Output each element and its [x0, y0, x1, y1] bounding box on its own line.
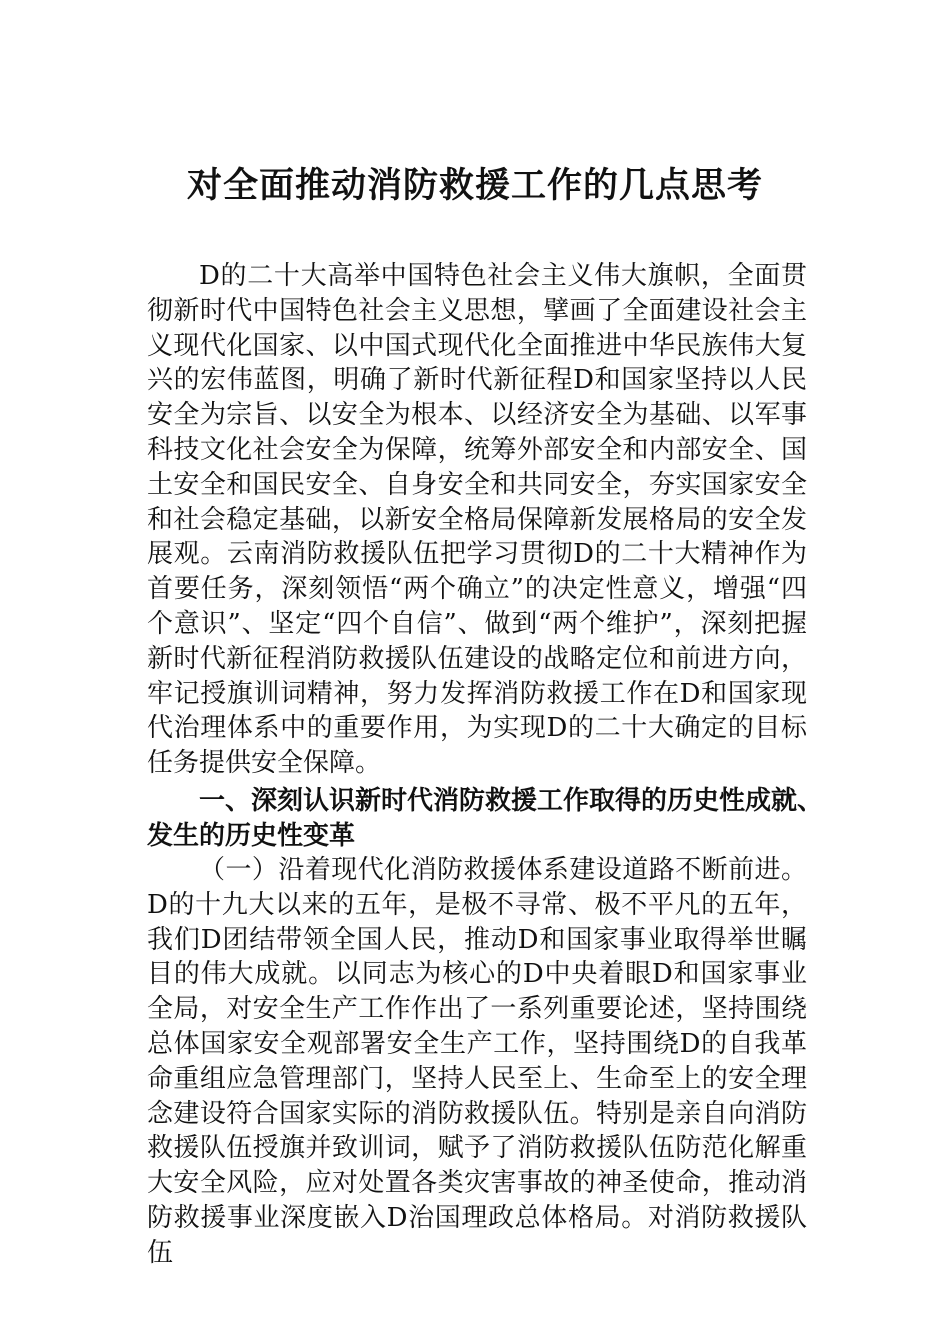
- document-title: 对全面推动消防救援工作的几点思考: [186, 165, 763, 206]
- section-heading-1: 一、深刻认识新时代消防救援工作取得的历史性成就、发生的历史性变革: [147, 786, 824, 851]
- subsection-paragraph-1: （一）沿着现代化消防救援体系建设道路不断前进。D的十九大以来的五年，是极不寻常、极不平凡的五年，我们D团结带领全国人民，推动D和国家事业取得举世瞩目的伟大成就。以同志为核心的D中央着眼D和国家事业全局，对安全生产工作作出了一系列重要论述，坚持围绕总体国家安全观部署安全生产工作，坚持围绕D的自我革命重组应急管理部门，坚持人民至上、生命至上的安全理念建设符合国家实际的消防救援队伍。特别是亲自向消防救援队伍授旗并致训词，赋予了消防救援队伍防范化解重大安全风险，应对处置各类灾害事故的神圣使命，推动消防救援事业深度嵌入D治国理政总体格局。对消防救援队伍: [147, 855, 807, 1268]
- intro-paragraph: D的二十大高举中国特色社会主义伟大旗帜，全面贯彻新时代中国特色社会主义思想，擘画了全面建设社会主义现代化国家、以中国式现代化全面推进中华民族伟大复兴的宏伟蓝图，明确了新时代新征程D和国家坚持以人民安全为宗旨、以安全为根本、以经济安全为基础、以军事科技文化社会安全为保障，统筹外部安全和内部安全、国土安全和国民安全、自身安全和共同安全，夯实国家安全和社会稳定基础，以新安全格局保障新发展格局的安全发展观。云南消防救援队伍把学习贯彻D的二十大精神作为首要任务，深刻领悟“两个确立”的决定性意义，增强“四个意识”、坚定“四个自信”、做到“两个维护”，深刻把握新时代新征程消防救援队伍建设的战略定位和前进方向，牢记授旗训词精神，努力发挥消防救援工作在D和国家现代治理体系中的重要作用，为实现D的二十大确定的目标任务提供安全保障。: [147, 261, 807, 779]
